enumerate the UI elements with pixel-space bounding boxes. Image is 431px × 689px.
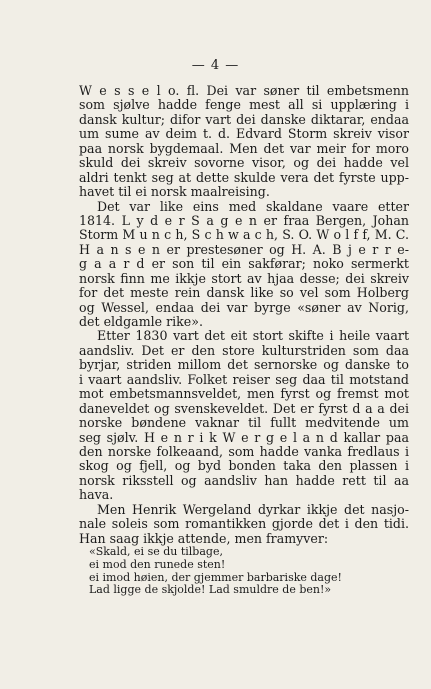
text-line: havet til ei norsk maalreising. [79, 185, 270, 200]
text-line: Etter 1830 vart det eit stort skifte i heile vaart [97, 329, 409, 344]
text-line: som sjølve hadde fenge mest all si upplæring i [79, 98, 409, 113]
text-line: H a n s e n er prestesøner og H. A. B j e r r e- [79, 242, 409, 257]
text-line: um sume av deim t. d. Edvard Storm skreiv visor [79, 127, 409, 142]
verse-line: ei imod høien, der gjemmer barbariske dage! [89, 571, 342, 584]
text-line: for det meste rein dansk like so vel som Holberg [79, 286, 409, 301]
text-line: norske bøndene vaknar til fullt medvitende um [79, 416, 409, 431]
text-line: seg sjølv. H e n r i k W e r g e l a n d kallar paa [79, 430, 409, 445]
text-line: Det var like eins med skaldane vaare etter [97, 199, 409, 214]
text-line: Storm M u n c h, S c h w a c h, S. O. W o l f f, M. C. [79, 228, 409, 243]
text-line: g a a r d er son til ein sakførar; noko sermerkt [79, 257, 409, 272]
body-text [79, 84, 409, 597]
text-line: norsk riksstell og aandsliv han hadde rett til aa [79, 473, 409, 488]
text-line: Han saag ikkje attende, men framyver: [79, 531, 329, 546]
text-line: hava. [79, 488, 114, 503]
verse-quote [79, 546, 409, 597]
text-line: 1814. L y d e r S a g e n er fraa Bergen, Johan [79, 213, 409, 228]
text-line: W e s s e l o. fl. Dei var søner til embetsmenn [79, 84, 409, 98]
text-line: paa norsk bygdemaal. Men det var meir for moro [79, 141, 409, 156]
paragraph-2 [79, 200, 409, 330]
text-line: det eldgamle rike». [79, 315, 203, 329]
text-line: skog og fjell, og byd bonden taka den plassen i [79, 459, 409, 474]
text-line: den norske folkeaand, som hadde vanka fredlaus i [79, 444, 409, 459]
text-line: dansk kultur; difor vart dei danske diktarar, endaa [79, 112, 409, 127]
verse-line: ei mod den runede sten! [89, 558, 226, 571]
paragraph-4 [79, 503, 409, 546]
text-line: aandsliv. Det er den store kulturstriden som daa [79, 343, 409, 358]
paragraph-3 [79, 329, 409, 502]
text-line: nale soleis som romantikken gjorde det i den tidi. [79, 517, 409, 532]
text-line: mot embetsmannsveldet, men fyrst og fremst mot [79, 387, 409, 402]
verse-line: Lad ligge de skjolde! Lad smuldre de ben!» [89, 584, 332, 597]
text-line: norsk finn me ikkje stort av hjaa desse; dei skreiv [79, 271, 409, 286]
text-line: Men Henrik Wergeland dyrkar ikkje det nasjo- [97, 502, 409, 517]
text-line: i vaart aandsliv. Folket reiser seg daa til motstand [79, 372, 409, 387]
page-number: — 4 — [191, 58, 240, 73]
text-line: skuld dei skreiv sovorne visor, og dei hadde vel [79, 156, 409, 171]
verse-line: «Skald, ei se du tilbage, [89, 546, 223, 558]
paragraph-1 [79, 84, 409, 200]
text-line: aldri tenkt seg at dette skulde vera det fyrste upp- [79, 170, 409, 185]
text-line: daneveldet og svenskeveldet. Det er fyrst d a a dei [79, 401, 409, 416]
text-line: og Wessel, endaa dei var byrge «søner av Norig, [79, 300, 409, 315]
text-line: byrjar, striden millom det sernorske og danske to [79, 358, 409, 373]
